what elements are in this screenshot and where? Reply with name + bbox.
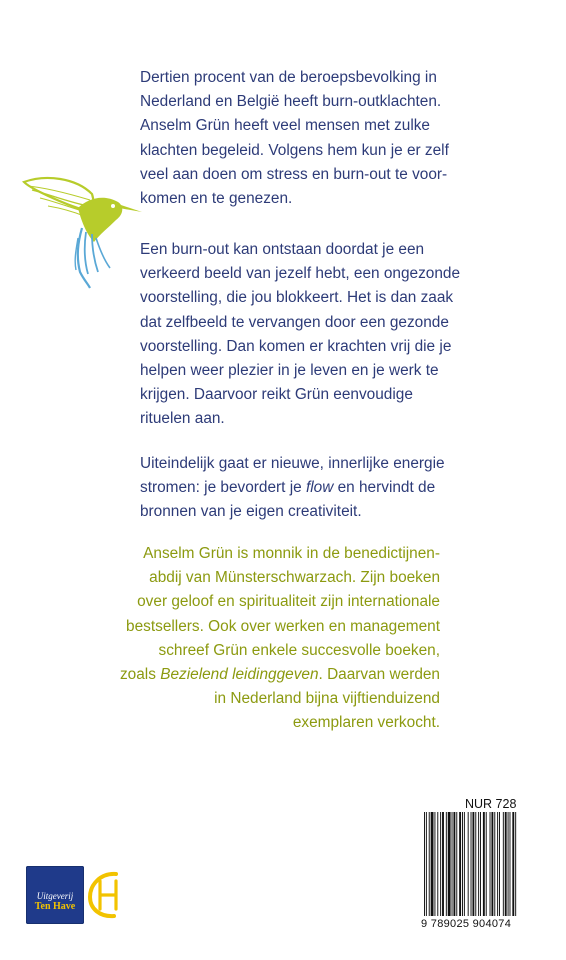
isbn-number: 9 789025 904074 bbox=[421, 918, 512, 930]
barcode-bar bbox=[464, 812, 465, 916]
h-monogram-icon bbox=[86, 869, 130, 921]
bio-line-end: . Daarvan werden bbox=[318, 666, 440, 684]
barcode-bar bbox=[456, 812, 457, 916]
bio-line: over geloof en spiritualiteit zijn internationale bbox=[137, 593, 440, 611]
body-line: Een burn-out kan ontstaan doordat je een bbox=[140, 241, 425, 258]
publisher-logo bbox=[26, 866, 84, 924]
intro-paragraph bbox=[140, 66, 560, 211]
bio-line: schreef Grün enkele succesvolle boeken, bbox=[158, 641, 440, 659]
flow-emphasis: flow bbox=[305, 479, 334, 497]
barcode-bar bbox=[490, 812, 491, 916]
barcode-bar bbox=[431, 812, 434, 916]
barcode-bars bbox=[421, 812, 547, 918]
bio-line: exemplaren verkocht. bbox=[292, 714, 440, 732]
barcode bbox=[421, 812, 547, 918]
nur-code: NUR 728 bbox=[465, 797, 517, 811]
barcode-bar bbox=[471, 812, 472, 916]
barcode-bar bbox=[426, 812, 427, 916]
barcode-bar bbox=[468, 812, 469, 916]
barcode-bar bbox=[448, 812, 451, 916]
barcode-bar bbox=[452, 812, 453, 916]
bio-line: bestsellers. Ook over werken en management bbox=[126, 617, 440, 635]
body-line: krijgen. Daarvoor reikt Grün eenvoudige bbox=[140, 386, 413, 404]
body-paragraph bbox=[140, 238, 560, 432]
body-line: rituelen aan. bbox=[140, 410, 225, 428]
bio-line: in Nederland bijna vijftienduizend bbox=[214, 690, 440, 708]
intro-line: Dertien procent van de beroepsbevolking in bbox=[140, 69, 437, 86]
barcode-bar bbox=[424, 812, 425, 916]
barcode-bar bbox=[480, 812, 481, 916]
publisher-line-2: Ten Have bbox=[34, 901, 76, 912]
closing-paragraph bbox=[140, 452, 560, 525]
body-line: verkeerd beeld van jezelf hebt, een ongezonde bbox=[140, 265, 461, 283]
body-line: voorstelling. Dan komen er krachten vrij die je bbox=[140, 337, 452, 355]
intro-line: veel aan doen om stress en burn-out te voor- bbox=[140, 165, 448, 183]
barcode-bar bbox=[442, 812, 444, 916]
barcode-bar bbox=[491, 812, 493, 916]
barcode-bar bbox=[478, 812, 479, 916]
closing-line-end: en hervindt de bbox=[333, 479, 436, 497]
book-title: Bezielend leidinggeven bbox=[160, 666, 319, 684]
body-line: helpen weer plezier in je leven en je werk te bbox=[140, 362, 439, 380]
intro-line: klachten begeleid. Volgens hem kun je er zelf bbox=[140, 141, 449, 159]
barcode-bar bbox=[440, 812, 441, 916]
bio-line: Anselm Grün is monnik in de benedictijnen- bbox=[143, 545, 440, 562]
barcode-bar bbox=[515, 812, 516, 916]
barcode-bar bbox=[434, 812, 435, 916]
barcode-bar bbox=[459, 812, 461, 916]
barcode-bar bbox=[429, 812, 430, 916]
closing-line: bronnen van je eigen creativiteit. bbox=[140, 503, 362, 521]
barcode-bar bbox=[503, 812, 504, 916]
bio-line: abdij van Münsterschwarzach. Zijn boeken bbox=[149, 569, 440, 587]
intro-line: Nederland en België heeft burn-outklachten. bbox=[140, 93, 442, 111]
barcode-bar bbox=[494, 812, 495, 916]
barcode-bar bbox=[508, 812, 509, 916]
barcode-bar bbox=[462, 812, 463, 916]
barcode-bar bbox=[437, 812, 438, 916]
barcode-bar bbox=[483, 812, 485, 916]
bio-line-start: zoals bbox=[119, 666, 161, 684]
barcode-bar bbox=[505, 812, 507, 916]
body-line: voorstelling, die jou blokkeert. Het is dan zaak bbox=[140, 289, 454, 307]
publisher-line-1: Uitgeverij bbox=[36, 891, 74, 901]
hummingbird-icon bbox=[18, 172, 150, 296]
intro-line: komen en te genezen. bbox=[140, 190, 293, 208]
body-line: dat zelfbeeld te vervangen door een gezonde bbox=[140, 313, 449, 331]
barcode-bar bbox=[446, 812, 447, 916]
barcode-bar bbox=[497, 812, 498, 916]
barcode-bar bbox=[475, 812, 476, 916]
barcode-bar bbox=[472, 812, 474, 916]
barcode-bar bbox=[499, 812, 500, 916]
barcode-bar bbox=[510, 812, 511, 916]
author-bio bbox=[118, 542, 440, 736]
closing-line-start: stromen: je bevordert je bbox=[140, 479, 306, 497]
barcode-bar bbox=[486, 812, 487, 916]
closing-line: Uiteindelijk gaat er nieuwe, innerlijke energie bbox=[140, 455, 445, 472]
barcode-bar bbox=[453, 812, 455, 916]
barcode-bar bbox=[512, 812, 514, 916]
intro-line: Anselm Grün heeft veel mensen met zulke bbox=[140, 117, 430, 135]
